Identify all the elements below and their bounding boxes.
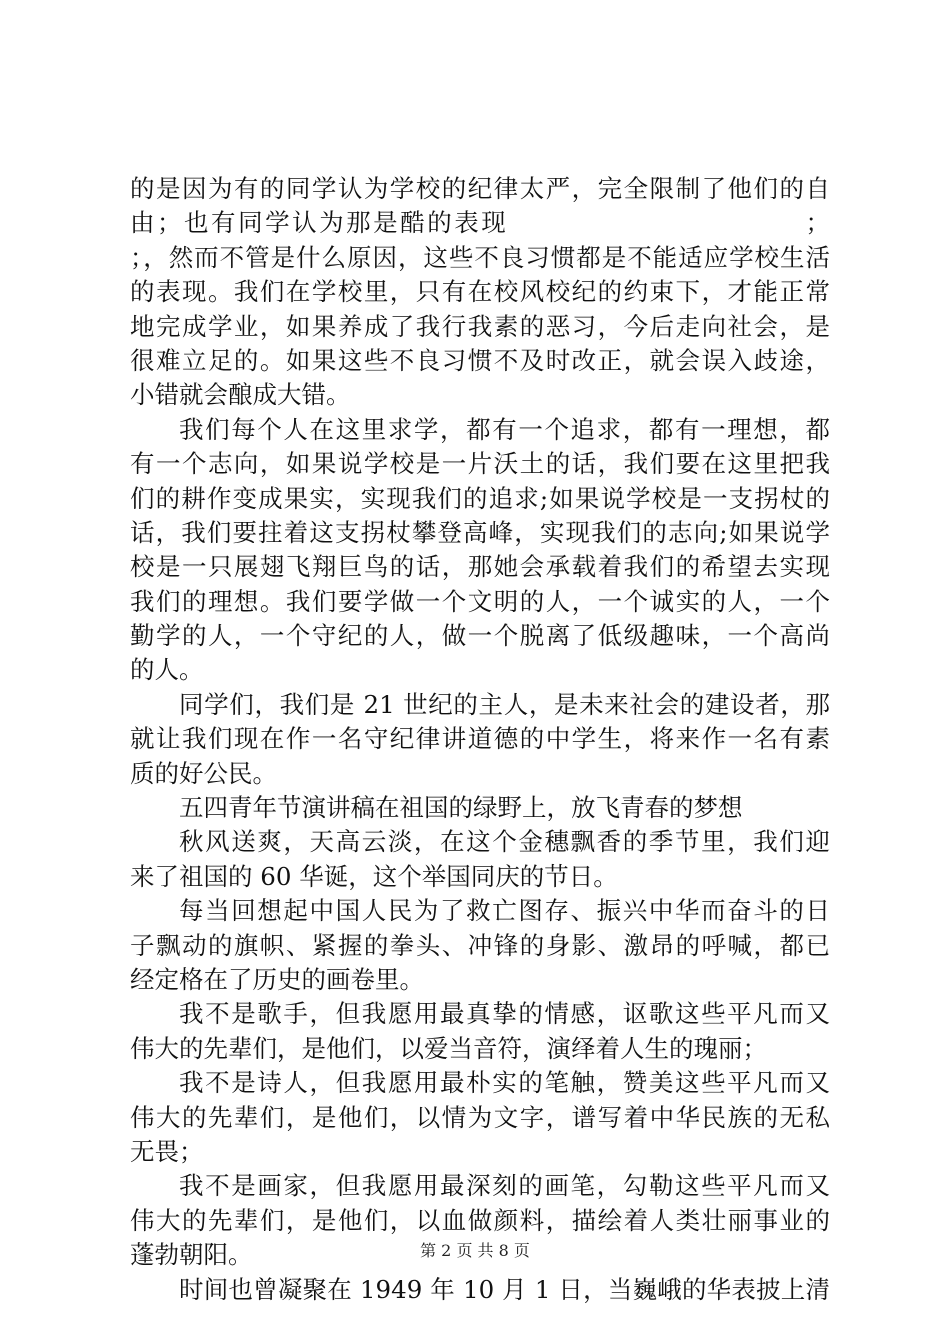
text-line: 蓬勃朝阳。	[130, 1240, 253, 1270]
text-line: 秋风送爽，天高云淡，在这个金穗飘香的季节里，我们迎	[179, 827, 830, 857]
paragraph	[130, 688, 830, 791]
text-line: 就让我们现在作一名守纪律讲道德的中学生，将来作一名有素	[130, 724, 830, 754]
paragraph	[130, 172, 830, 413]
text-line: 伟大的先辈们，是他们，以情为文字，谱写着中华民族的无私	[130, 1102, 830, 1132]
text-line: 每当回想起中国人民为了救亡图存、振兴中华而奋斗的日	[179, 896, 830, 926]
text-line: 我不是歌手，但我愿用最真挚的情感，讴歌这些平凡而又	[179, 999, 830, 1029]
text-line: 校是一只展翅飞翔巨鸟的话，那她会承载着我们的希望去实现	[130, 552, 830, 582]
paragraph	[130, 1273, 830, 1307]
paragraph	[130, 894, 830, 997]
document-body	[130, 172, 830, 1307]
text-line: 的表现。我们在学校里，只有在校风校纪的约束下，才能正常	[130, 277, 830, 307]
text-line: 同学们，我们是 21 世纪的主人，是未来社会的建设者，那	[179, 689, 830, 719]
text-line: 伟大的先辈们，是他们，以爱当音符，演绎着人生的瑰丽；	[130, 1033, 767, 1063]
text-line: 我不是画家，但我愿用最深刻的画笔，勾勒这些平凡而又	[179, 1171, 830, 1201]
text-line: 我不是诗人，但我愿用最朴实的笔触，赞美这些平凡而又	[179, 1068, 830, 1098]
text-line: 质的好公民。	[130, 758, 277, 788]
text-line: 地完成学业，如果养成了我行我素的恶习，今后走向社会，是	[130, 311, 830, 341]
text-line: 由；也有同学认为那是酷的表现 ；	[130, 208, 830, 238]
text-line: 的是因为有的同学认为学校的纪律太严，完全限制了他们的自	[130, 174, 830, 203]
text-line: 勤学的人，一个守纪的人，做一个脱离了低级趣味，一个高尚	[130, 621, 830, 651]
text-line: 无畏；	[130, 1136, 204, 1166]
text-line: 的人。	[130, 655, 204, 685]
paragraph	[130, 791, 830, 825]
text-line: 我们每个人在这里求学，都有一个追求，都有一理想，都	[179, 414, 830, 444]
text-line: 很难立足的。如果这些不良习惯不及时改正，就会误入歧途，	[130, 345, 830, 375]
paragraph	[130, 413, 830, 688]
text-line: 伟大的先辈们，是他们，以血做颜料，描绘着人类壮丽事业的	[130, 1205, 830, 1235]
paragraph	[130, 1066, 830, 1169]
text-line: 五四青年节演讲稿在祖国的绿野上，放飞青春的梦想	[179, 793, 743, 823]
page-footer: 第 2 页 共 8 页	[420, 1241, 530, 1260]
text-line: 我们的理想。我们要学做一个文明的人，一个诚实的人，一个	[130, 586, 830, 616]
text-line: 话，我们要拄着这支拐杖攀登高峰，实现我们的志向;如果说学	[130, 517, 830, 547]
paragraph	[130, 825, 830, 894]
text-line: 子飘动的旗帜、紧握的拳头、冲锋的身影、激昂的呼喊，都已	[130, 930, 830, 960]
text-line: 小错就会酿成大错。	[130, 380, 351, 410]
text-line: 时间也曾凝聚在 1949 年 10 月 1 日，当巍峨的华表披上清	[179, 1274, 830, 1304]
text-line: 们的耕作变成果实，实现我们的追求;如果说学校是一支拐杖的	[130, 483, 830, 513]
text-line: 有一个志向，如果说学校是一片沃土的话，我们要在这里把我	[130, 449, 830, 479]
text-line: 来了祖国的 60 华诞，这个举国同庆的节日。	[130, 861, 618, 891]
paragraph	[130, 997, 830, 1066]
text-line: 经定格在了历史的画卷里。	[130, 964, 424, 994]
text-line: ；，然而不管是什么原因，这些不良习惯都是不能适应学校生活	[130, 242, 830, 272]
